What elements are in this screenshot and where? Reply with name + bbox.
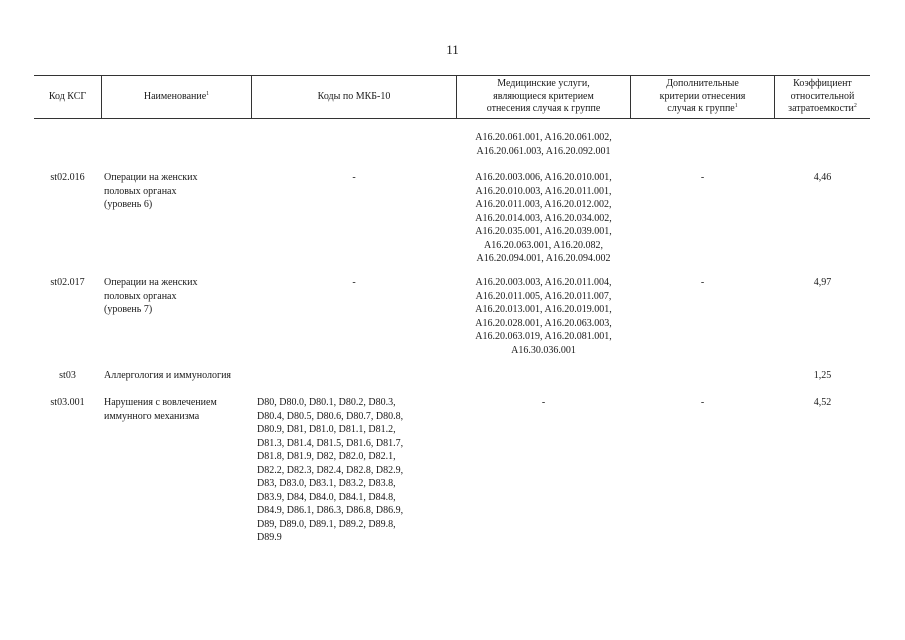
- table-cell-services: A16.20.061.001, A16.20.061.002, A16.20.061.003, A16.20.092.001: [475, 132, 612, 157]
- table-cell-criteria: -: [700, 397, 705, 408]
- table-cell-coef: 4,52: [813, 397, 832, 408]
- table-cell-services: A16.20.003.003, A16.20.011.004, A16.20.011.005, A16.20.011.007, A16.20.013.001, A16.20.019.001, A16.20.028.001, A16.20.063.003, A16.20.063.019, A16.20.081.001, A16.30.036.001: [475, 277, 612, 356]
- header-services: Медицинские услуги, являющиеся критерием отнесения случая к группе: [486, 78, 601, 115]
- header-criteria: Дополнительные критерии отнесения случая к группе$^1$: [659, 78, 746, 115]
- table-cell-criteria: -: [700, 277, 705, 288]
- table-cell-mkb: -: [352, 277, 356, 288]
- table-cell-name: Операции на женских половых органах (уровень 6): [104, 172, 198, 210]
- table-cell-name: Операции на женских половых органах (уровень 7): [104, 277, 198, 315]
- table-cell-criteria: -: [700, 172, 705, 183]
- table-cell-mkb: D80, D80.0, D80.1, D80.2, D80.3, D80.4, D80.5, D80.6, D80.7, D80.8, D80.9, D81, D81.0, D81.1, D81.2, D81.3, D81.4, D81.5, D81.6, D81.7, D81.8, D81.9, D82, D82.0, D82.1, D82.2, D82.3, D82.4, D82.8, D82.9, D83, D83.0, D83.1, D83.2, D83.8, D83.9, D84, D84.0, D84.1, D84.8, D84.9, D86.1, D86.3, D86.8, D86.9, D89, D89.0, D89.1, D89.2, D89.8, D89.9: [257, 397, 404, 543]
- table-cell-services: -: [541, 397, 546, 408]
- header-code: Код КСГ: [48, 90, 87, 102]
- table-cell-coef: 4,97: [813, 277, 832, 288]
- table-cell-code: st02.017: [50, 277, 85, 288]
- table-cell-mkb: -: [352, 172, 356, 183]
- table-cell-services: A16.20.003.006, A16.20.010.001, A16.20.010.003, A16.20.011.001, A16.20.011.003, A16.20.012.002, A16.20.014.003, A16.20.034.002, A16.20.035.001, A16.20.039.001, A16.20.063.001, A16.20.082, A16.20.094.001, A16.20.094.002: [475, 172, 612, 264]
- table-cell-coef: 1,25: [813, 370, 832, 381]
- table-cell-code: st03: [59, 370, 76, 381]
- table-cell-code: st03.001: [50, 397, 85, 408]
- header-bottom-rule: [34, 118, 870, 119]
- table-cell-code: st02.016: [50, 172, 85, 183]
- table-cell-coef: 4,46: [813, 172, 832, 183]
- page-number: 11: [446, 42, 459, 57]
- header-name: Наименование$^1$: [143, 90, 210, 102]
- table-cell-name: Нарушения с вовлечением иммунного механизма: [104, 397, 217, 422]
- header-mkb: Коды по МКБ-10: [317, 90, 391, 102]
- table-cell-name: Аллергология и иммунология: [104, 370, 232, 381]
- header-coef: Коэффициент относительной затратоемкости$^2$: [788, 78, 857, 115]
